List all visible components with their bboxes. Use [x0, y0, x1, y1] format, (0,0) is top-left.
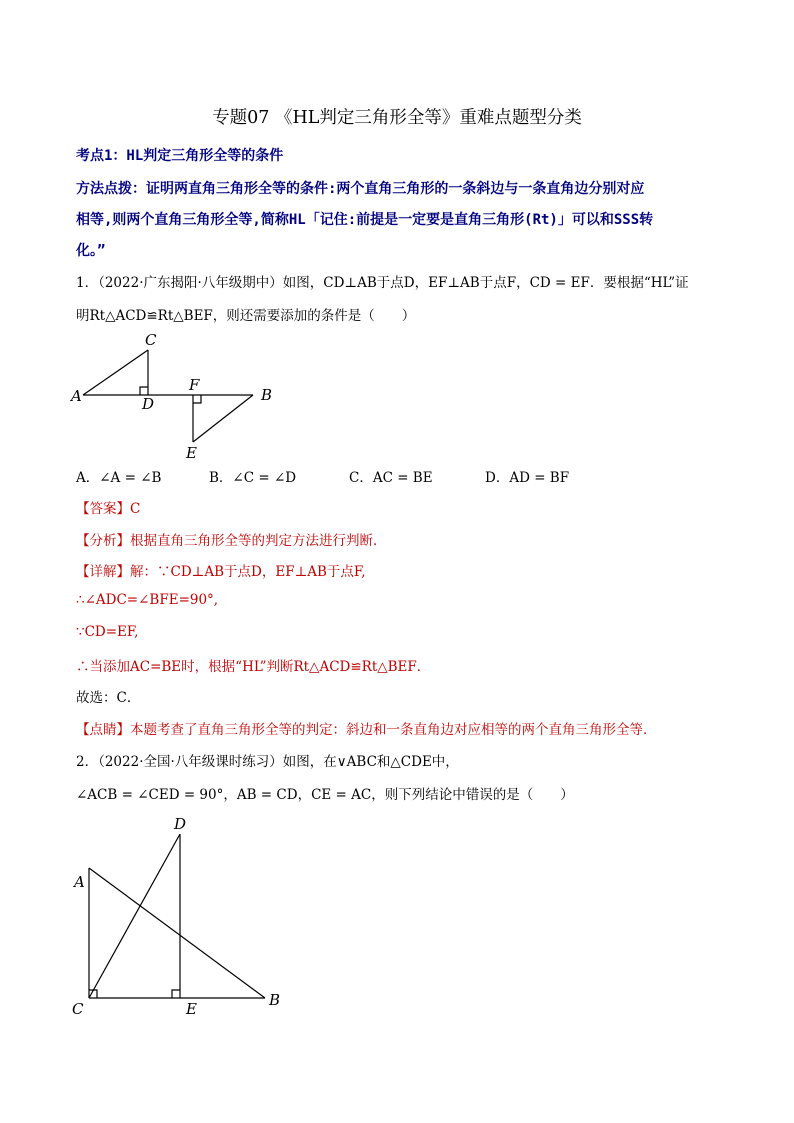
q2-label-E: E — [186, 1000, 197, 1018]
method-line-1: 方法点拨：证明两直角三角形全等的条件:两个直角三角形的一条斜边与一条直角边分别对应 — [76, 181, 645, 197]
detail-line-4: ∴当添加AC=BE时，根据“HL”判断Rt△ACD≌Rt△BEF． — [76, 659, 431, 675]
q2-stem-line-2: ∠ACB = ∠CED = 90°，AB = CD，CE = AC，则下列结论中错误的是（ ） — [76, 787, 574, 803]
answer-value: C — [130, 501, 141, 517]
answer-tag: 【答案】 — [76, 501, 130, 517]
detail-line-5: 故选：C． — [76, 690, 141, 706]
detail-line-2: ∴∠ADC=∠BFE=90°, — [76, 592, 219, 608]
q1-figure — [66, 328, 286, 464]
q2-label-C: C — [72, 1000, 84, 1018]
detail-line-1: 解：∵CD⊥AB于点D，EF⊥AB于点F, — [130, 564, 366, 580]
q1-label-C: C — [145, 331, 157, 349]
q1-stem-line-1: 1．（2022·广东揭阳·八年级期中）如图，CD⊥AB于点D，EF⊥AB于点F，CD = EF．要根据“HL”证 — [76, 275, 689, 291]
comment-tag: 【点睛】 — [76, 722, 130, 738]
q2-label-A: A — [74, 873, 85, 891]
analysis-tag: 【分析】 — [76, 533, 130, 549]
q1-answer-row — [76, 497, 140, 517]
analysis-text: 根据直角三角形全等的判定方法进行判断． — [130, 533, 387, 549]
q1-label-E: E — [186, 444, 197, 462]
method-line-2: 相等,则两个直角三角形全等,简称HL「记住:前提是一定要是直角三角形(Rt)」可以和SSS转 — [76, 212, 654, 228]
comment-text: 本题考查了直角三角形全等的判定：斜边和一条直角边对应相等的两个直角三角形全等． — [130, 722, 657, 738]
q1-label-A: A — [71, 387, 82, 405]
q1-label-B: B — [261, 386, 273, 404]
q2-label-D: D — [174, 815, 187, 833]
q1-option-d: D．AD = BF — [485, 470, 570, 486]
q1-analysis-row — [76, 529, 387, 549]
page-title: 专题07 《HL判定三角形全等》重难点题型分类 — [212, 108, 582, 128]
detail-tag: 【详解】 — [76, 564, 130, 580]
q1-option-a: A．∠A = ∠B — [76, 470, 162, 486]
q1-option-b: B．∠C = ∠D — [209, 470, 297, 486]
q1-stem-line-2: 明Rt△ACD≌Rt△BEF，则还需要添加的条件是（ ） — [76, 308, 416, 324]
q1-comment-row — [76, 718, 657, 738]
q2-figure — [66, 810, 296, 1026]
q2-label-B: B — [269, 991, 281, 1009]
q1-detail-row — [76, 560, 366, 580]
q1-label-F: F — [189, 376, 200, 394]
q2-stem-line-1: 2．（2022·全国·八年级课时练习）如图，在∨ABC和△CDE中， — [76, 754, 459, 770]
q2-figure-lines — [89, 834, 265, 998]
q1-option-c: C．AC = BE — [349, 470, 433, 486]
detail-line-3: ∵CD=EF, — [76, 624, 139, 640]
method-line-3: 化。” — [76, 243, 106, 259]
kaodian-heading: 考点1：HL判定三角形全等的条件 — [76, 148, 284, 164]
q1-figure-lines — [83, 350, 253, 442]
q1-label-D: D — [142, 395, 155, 413]
